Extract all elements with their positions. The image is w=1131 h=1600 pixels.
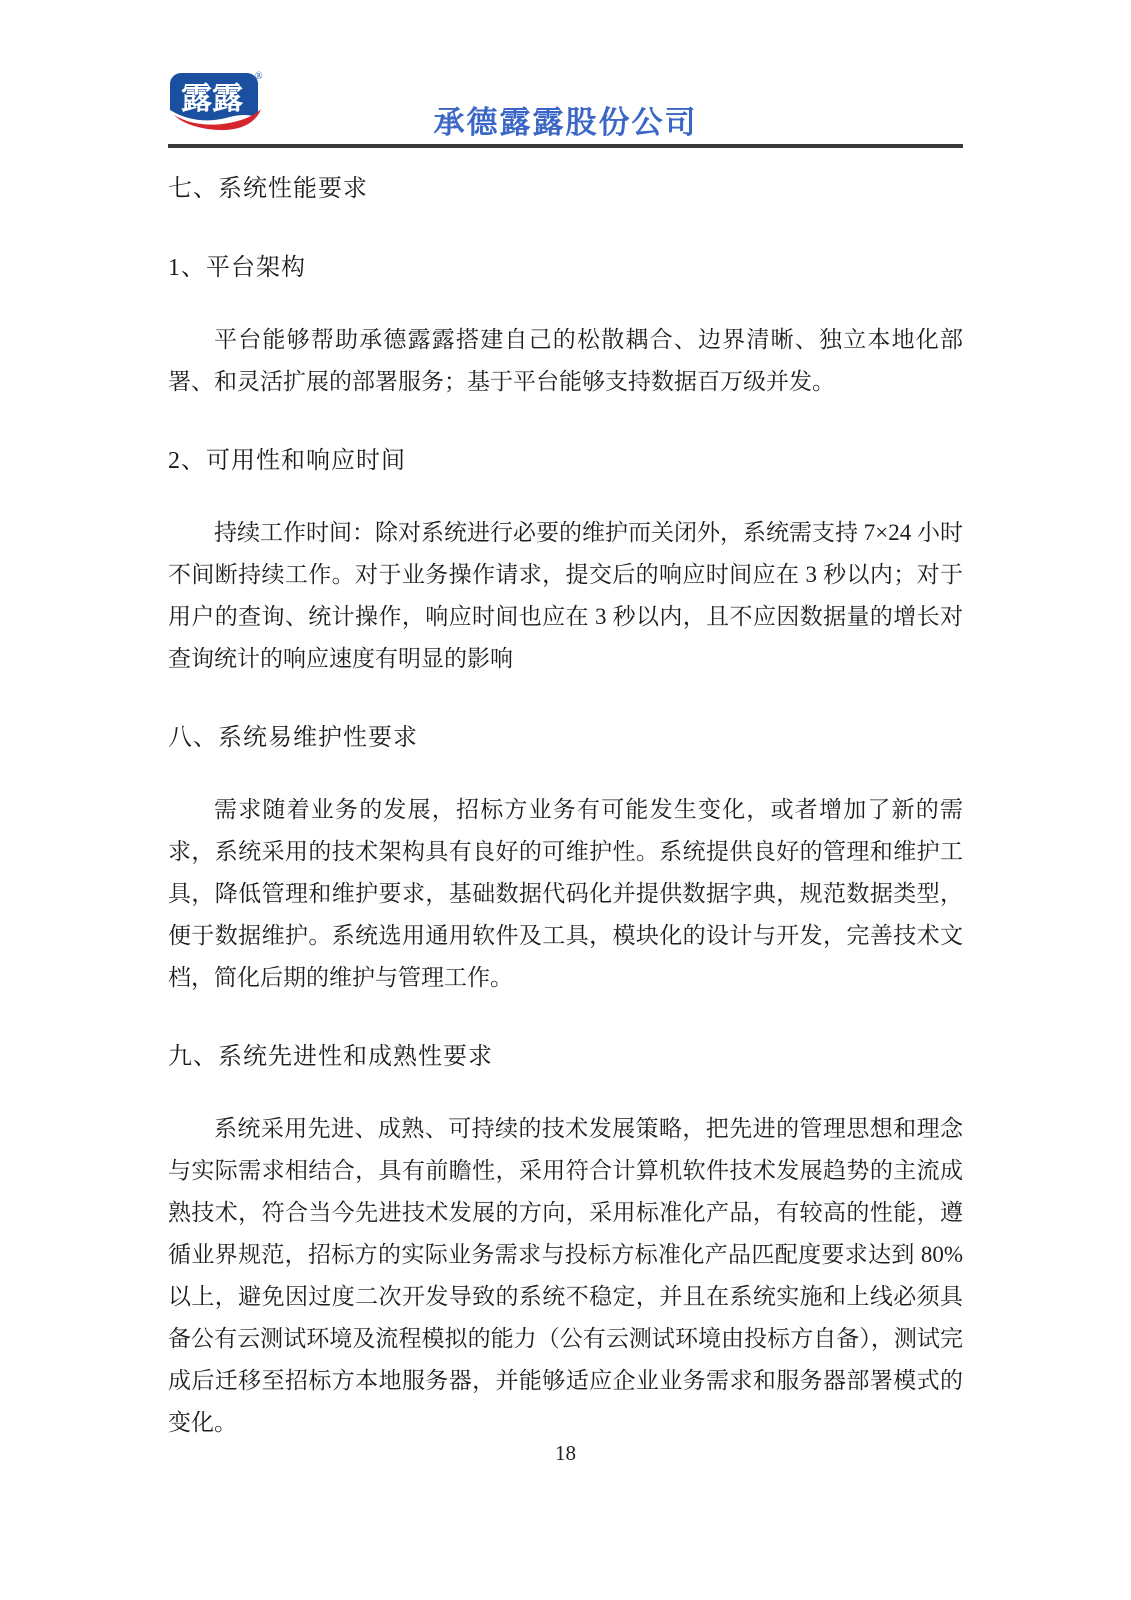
page-header <box>0 0 1131 148</box>
page-number: 18 <box>555 1441 576 1465</box>
company-name: 承德露露股份公司 <box>433 105 698 140</box>
paragraph-platform: 平台能够帮助承德露露搭建自己的松散耦合、边界清晰、独立本地化部署、和灵活扩展的部署服务；基于平台能够支持数据百万级并发。 <box>168 327 963 394</box>
paragraph-maintainability: 需求随着业务的发展，招标方业务有可能发生变化，或者增加了新的需求，系统采用的技术架构具有良好的可维护性。系统提供良好的管理和维护工具，降低管理和维护要求，基础数据代码化并提供数据字典，规范数据类型，便于数据维护。系统选用通用软件及工具，模块化的设计与开发，完善技术文档，简化后期的维护与管理工作。 <box>168 797 963 990</box>
header-rule <box>168 0 963 148</box>
paragraph-availability: 持续工作时间：除对系统进行必要的维护而关闭外，系统需支持 7×24 小时不间断持续工作。对于业务操作请求，提交后的响应时间应在 3 秒以内；对于用户的查询、统计操作，响应时间也应在 3 秒以内，且不应因数据量的增长对查询统计的响应速度有明显的影响 <box>168 520 964 671</box>
section-heading-7: 七、系统性能要求 <box>168 176 368 202</box>
section-heading-8: 八、系统易维护性要求 <box>168 725 418 751</box>
subsection-heading-1: 1、平台架构 <box>168 255 306 281</box>
subsection-heading-2: 2、可用性和响应时间 <box>168 448 406 474</box>
document-body <box>168 168 963 1444</box>
paragraph-advancement: 系统采用先进、成熟、可持续的技术发展策略，把先进的管理思想和理念与实际需求相结合，具有前瞻性，采用符合计算机软件技术发展趋势的主流成熟技术，符合当今先进技术发展的方向，采用标准化产品，有较高的性能，遵循业界规范，招标方的实际业务需求与投标方标准化产品匹配度要求达到 80%以上，避免因过度二次开发导致的系统不稳定，并且在系统实施和上线必须具备公有云测试环境及流程模拟的能力（公有云测试环境由投标方自备），测试完成后迁移至招标方本地服务器，并能够适应企业业务需求和服务器部署模式的变化。 <box>168 1116 963 1435</box>
registered-mark-icon: ® <box>255 71 263 82</box>
logo-text: 露露 <box>181 81 243 116</box>
section-heading-9: 九、系统先进性和成熟性要求 <box>168 1044 493 1070</box>
